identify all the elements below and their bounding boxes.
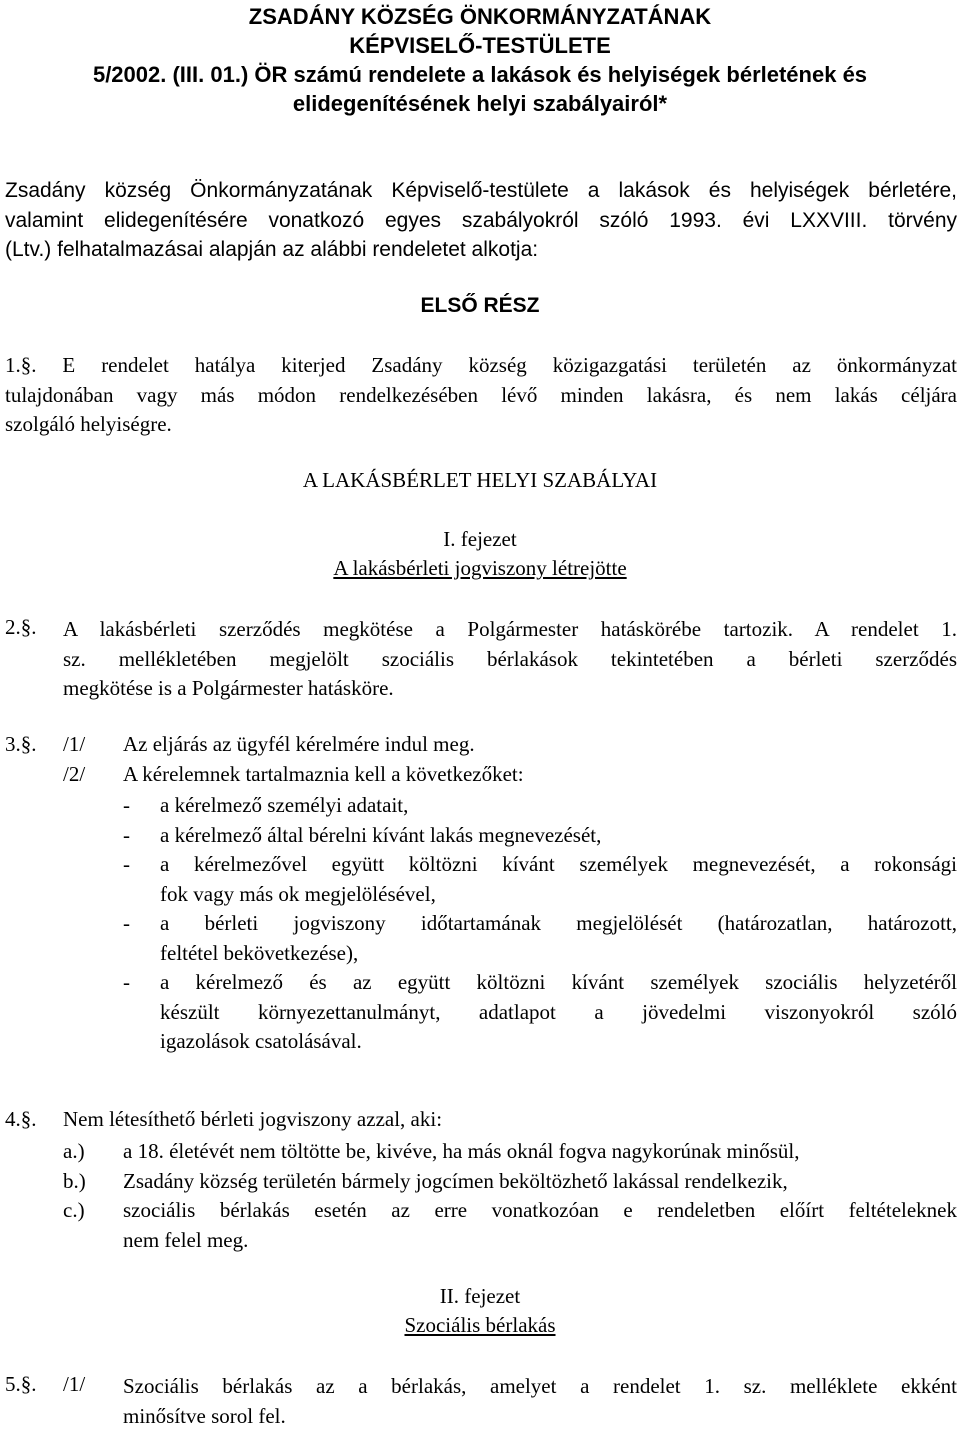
section-1-line: 1.§. E rendelet hatálya kiterjed Zsadány község közigazgatási területén az önkormányzat <box>5 351 957 381</box>
municipality-name: ZSADÁNY KÖZSÉG ÖNKORMÁNYZATÁNAK <box>0 2 960 31</box>
section-3-paragraph-1-label: /1/ <box>63 732 85 757</box>
list-marker: - <box>123 791 130 821</box>
chapter-1-number: I. fejezet <box>0 527 960 552</box>
section-2-line: sz. mellékletében megjelölt szociális bérlakások tekintetében a bérleti szerződés <box>63 645 957 675</box>
body-name: KÉPVISELŐ-TESTÜLETE <box>0 31 960 60</box>
chapter-2-title-wrap <box>0 1313 960 1338</box>
list-marker: - <box>123 968 130 998</box>
section-2-text <box>63 615 957 704</box>
chapter-2-number: II. fejezet <box>0 1284 960 1309</box>
section-4-list <box>63 1137 957 1255</box>
list-item-line: a kérelmező és az együtt költözni kívánt személyek szociális helyzetéről <box>160 968 957 998</box>
part-title: ELSŐ RÉSZ <box>0 294 960 318</box>
list-item-line: Zsadány község területén bármely jogcímen beköltözhető lakással rendelkezik, <box>123 1167 957 1197</box>
list-marker: - <box>123 821 130 851</box>
section-3-paragraph-2-text: A kérelemnek tartalmaznia kell a következőket: <box>123 762 524 787</box>
section-1 <box>5 351 957 440</box>
section-1-line: tulajdonában vagy más módon rendelkezésében lévő minden lakásra, és nem lakás céljára <box>5 381 957 411</box>
list-marker: a.) <box>63 1137 85 1167</box>
preamble <box>5 176 957 265</box>
exclusion-item <box>63 1137 957 1167</box>
preamble-line: (Ltv.) felhatalmazásai alapján az alábbi rendeletet alkotja: <box>5 235 957 265</box>
section-3-paragraph-2-label: /2/ <box>63 762 85 787</box>
section-title: A LAKÁSBÉRLET HELYI SZABÁLYAI <box>0 468 960 493</box>
requirement-item <box>123 850 957 909</box>
section-5-number: 5.§. <box>5 1372 37 1397</box>
section-1-line: szolgáló helyiségre. <box>5 410 957 440</box>
list-item-line: igazolások csatolásával. <box>160 1027 957 1057</box>
list-item-line: a kérelmező által bérelni kívánt lakás megnevezését, <box>160 821 957 851</box>
requirement-item <box>123 968 957 1057</box>
requirement-item <box>123 791 957 821</box>
requirement-item <box>123 909 957 968</box>
document-header <box>0 2 960 118</box>
section-5-text <box>123 1372 957 1431</box>
chapter-1-title: A lakásbérleti jogviszony létrejötte <box>333 556 626 580</box>
list-marker: b.) <box>63 1167 86 1197</box>
preamble-line: valamint elidegenítésére vonatkozó egyes szabályokról szóló 1993. évi LXXVIII. törvény <box>5 206 957 236</box>
section-2-line: megkötése is a Polgármester hatásköre. <box>63 674 957 704</box>
section-4-number: 4.§. <box>5 1107 37 1132</box>
chapter-1-title-wrap <box>0 556 960 581</box>
list-item-line: készült környezettanulmányt, adatlapot a jövedelmi viszonyokról szóló <box>160 998 957 1028</box>
requirement-item <box>123 821 957 851</box>
section-2-line: A lakásbérleti szerződés megkötése a Polgármester hatáskörébe tartozik. A rendelet 1. <box>63 615 957 645</box>
list-item-line: a bérleti jogviszony időtartamának megjelölését (határozatlan, határozott, <box>160 909 957 939</box>
list-marker: c.) <box>63 1196 85 1226</box>
list-item-line: szociális bérlakás esetén az erre vonatkozóan e rendeletben előírt feltételeknek <box>123 1196 957 1226</box>
list-item-line: a kérelmező személyi adatait, <box>160 791 957 821</box>
section-4-intro: Nem létesíthető bérleti jogviszony azzal, aki: <box>63 1107 442 1132</box>
chapter-2-title: Szociális bérlakás <box>404 1313 555 1337</box>
list-marker: - <box>123 909 130 939</box>
regulation-title-line2: elidegenítésének helyi szabályairól* <box>0 89 960 118</box>
exclusion-item <box>63 1167 957 1197</box>
list-item-line: a 18. életévét nem töltötte be, kivéve, ha más oknál fogva nagykorúnak minősül, <box>123 1137 957 1167</box>
section-3-requirements-list <box>123 791 957 1057</box>
list-marker: - <box>123 850 130 880</box>
list-item-line: fok vagy más ok megjelölésével, <box>160 880 957 910</box>
section-3-number: 3.§. <box>5 732 37 757</box>
preamble-line: Zsadány község Önkormányzatának Képviselő-testülete a lakások és helyiségek bérletére, <box>5 176 957 206</box>
section-5-paragraph-1-label: /1/ <box>63 1372 85 1397</box>
regulation-title-line1: 5/2002. (III. 01.) ÖR számú rendelete a lakások és helyiségek bérletének és <box>0 60 960 89</box>
section-3-paragraph-1-text: Az eljárás az ügyfél kérelmére indul meg. <box>123 732 475 757</box>
section-5-line: Szociális bérlakás az a bérlakás, amelyet a rendelet 1. sz. melléklete ekként <box>123 1372 957 1402</box>
section-5-line: minősítve sorol fel. <box>123 1402 957 1431</box>
section-2-number: 2.§. <box>5 615 37 640</box>
list-item-line: nem felel meg. <box>123 1226 957 1256</box>
list-item-line: feltétel bekövetkezése), <box>160 939 957 969</box>
exclusion-item <box>63 1196 957 1255</box>
list-item-line: a kérelmezővel együtt költözni kívánt személyek megnevezését, a rokonsági <box>160 850 957 880</box>
